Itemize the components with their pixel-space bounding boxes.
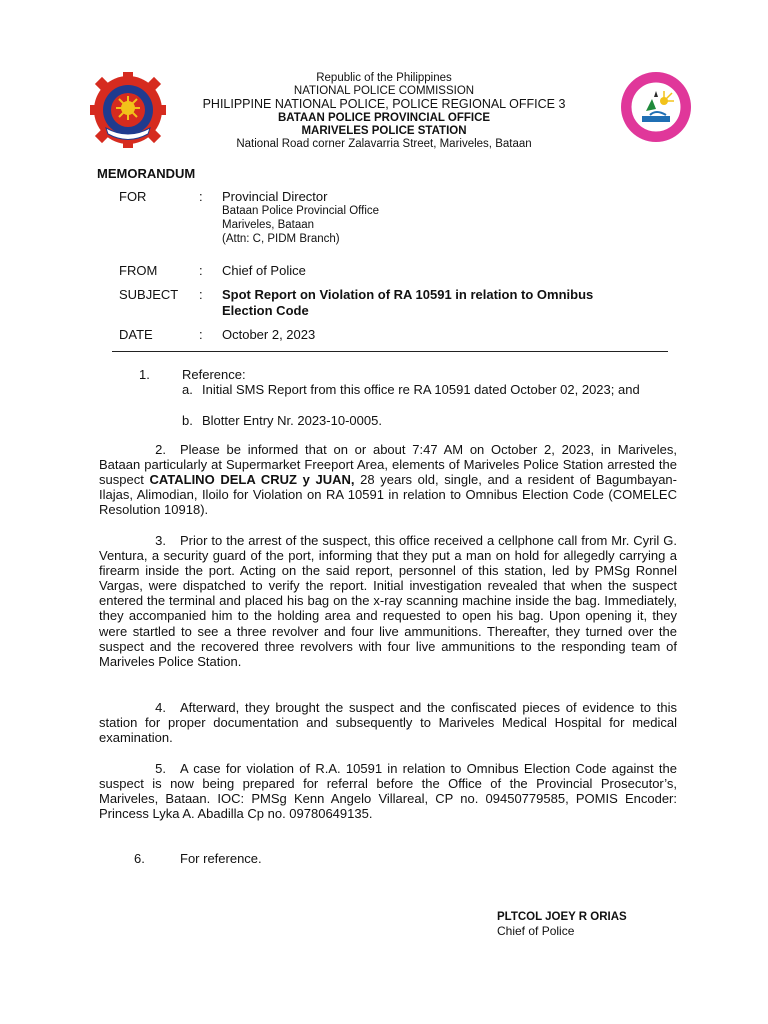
for-value: Provincial Director bbox=[222, 189, 328, 204]
from-colon: : bbox=[199, 263, 203, 278]
signatory-title: Chief of Police bbox=[497, 924, 575, 938]
para-5-text: A case for violation of R.A. 10591 in relation to Omnibus Election Code against the suspect is now being prepared for referral before the Office of the Provincial Prosecutor’s, Mariveles, Bataan. IOC: PMSg Kenn Angelo Villareal, CP no. 09450779585, POMIS Encoder: Princess Lyka A. Abadilla Cp no. 09780649135. bbox=[99, 761, 677, 822]
para-2 bbox=[99, 442, 677, 517]
reference-a-letter: a. bbox=[182, 382, 193, 397]
para-5-number: 5. bbox=[155, 761, 166, 776]
date-label: DATE bbox=[119, 327, 153, 342]
from-label: FROM bbox=[119, 263, 158, 278]
date-value: October 2, 2023 bbox=[222, 327, 316, 342]
for-label: FOR bbox=[119, 189, 147, 204]
reference-a bbox=[182, 382, 677, 397]
para-4-number: 4. bbox=[155, 700, 166, 715]
reference-b-text: Blotter Entry Nr. 2023-10-0005. bbox=[202, 413, 382, 428]
reference-b bbox=[182, 413, 677, 428]
date-colon: : bbox=[199, 327, 203, 342]
header-provincial-office: BATAAN POLICE PROVINCIAL OFFICE bbox=[277, 112, 491, 124]
header-police-station: MARIVELES POLICE STATION bbox=[301, 125, 467, 137]
para-6-number: 6. bbox=[134, 851, 145, 866]
reference-b-letter: b. bbox=[182, 413, 193, 428]
header-napolcom: NATIONAL POLICE COMMISSION bbox=[293, 85, 475, 97]
para-1-text: Reference: bbox=[182, 367, 246, 382]
for-line-2: Mariveles, Bataan bbox=[222, 219, 315, 231]
para-5 bbox=[99, 761, 677, 821]
memo-title: MEMORANDUM bbox=[97, 166, 196, 181]
signatory-name: PLTCOL JOEY R ORIAS bbox=[497, 911, 627, 923]
para-3-text: Prior to the arrest of the suspect, this office received a cellphone call from Mr. Cyril G. Ventura, a security guard of the port, informing that they put a man on hold for allegedly carrying a firearm inside the port. Acting on the said report, personnel of this station, led by PMSg Ronnel Vargas, were dispatched to verify the report. Initial investigation revealed that when the suspect entered the terminal and placed his bag on the x-ray scanning machine inside the bag. Immediately, they accompanied him to the holding area and requested to open his bag. Upon opening it, they were startled to see a three revolver and four live ammunitions. Thereafter, they turned over the suspect and the recovered three revolvers with four live ammunitions to the responding team of Mariveles Police Station. bbox=[99, 533, 677, 669]
para-3-number: 3. bbox=[155, 533, 166, 548]
subject-value-line-2: Election Code bbox=[222, 303, 309, 318]
para-3 bbox=[99, 533, 677, 669]
reference-a-text: Initial SMS Report from this office re RA 10591 dated October 02, 2023; and bbox=[202, 382, 640, 397]
header-republic: Republic of the Philippines bbox=[316, 72, 452, 84]
para-2-text-a: Please be informed that on or about 7:47 AM on October 2, 2023, in Mariveles, Bataan particularly at Supermarket Freeport Area, elements of Mariveles Police Station arrested the suspect bbox=[99, 442, 677, 488]
subject-colon: : bbox=[199, 287, 203, 302]
for-line-3: (Attn: C, PIDM Branch) bbox=[222, 233, 340, 245]
from-value: Chief of Police bbox=[222, 263, 306, 278]
header-pnp-pro3: PHILIPPINE NATIONAL POLICE, POLICE REGIONAL OFFICE 3 bbox=[202, 97, 566, 111]
para-4-text: Afterward, they brought the suspect and the confiscated pieces of evidence to this station for proper documentation and subsequently to Mariveles Medical Hospital for medical examination. bbox=[99, 700, 677, 746]
header-divider bbox=[112, 351, 668, 352]
para-6-text: For reference. bbox=[180, 851, 262, 866]
para-4 bbox=[99, 700, 677, 745]
header-address: National Road corner Zalavarria Street, Mariveles, Bataan bbox=[236, 138, 532, 150]
for-line-1: Bataan Police Provincial Office bbox=[222, 205, 380, 217]
for-colon: : bbox=[199, 189, 203, 204]
para-2-text-b: 28 years old, single, and a resident of Bagumbayan-Ilajas, Alimodian, Iloilo for Violation on RA 10591 in relation to Omnibus Election Code (COMELEC Resolution 10918). bbox=[99, 472, 677, 518]
para-2-number: 2. bbox=[155, 442, 166, 457]
para-1-number: 1. bbox=[139, 367, 150, 382]
subject-value-line-1: Spot Report on Violation of RA 10591 in relation to Omnibus bbox=[222, 287, 594, 302]
subject-label: SUBJECT bbox=[119, 287, 179, 302]
suspect-name: CATALINO DELA CRUZ y JUAN, bbox=[149, 472, 355, 488]
